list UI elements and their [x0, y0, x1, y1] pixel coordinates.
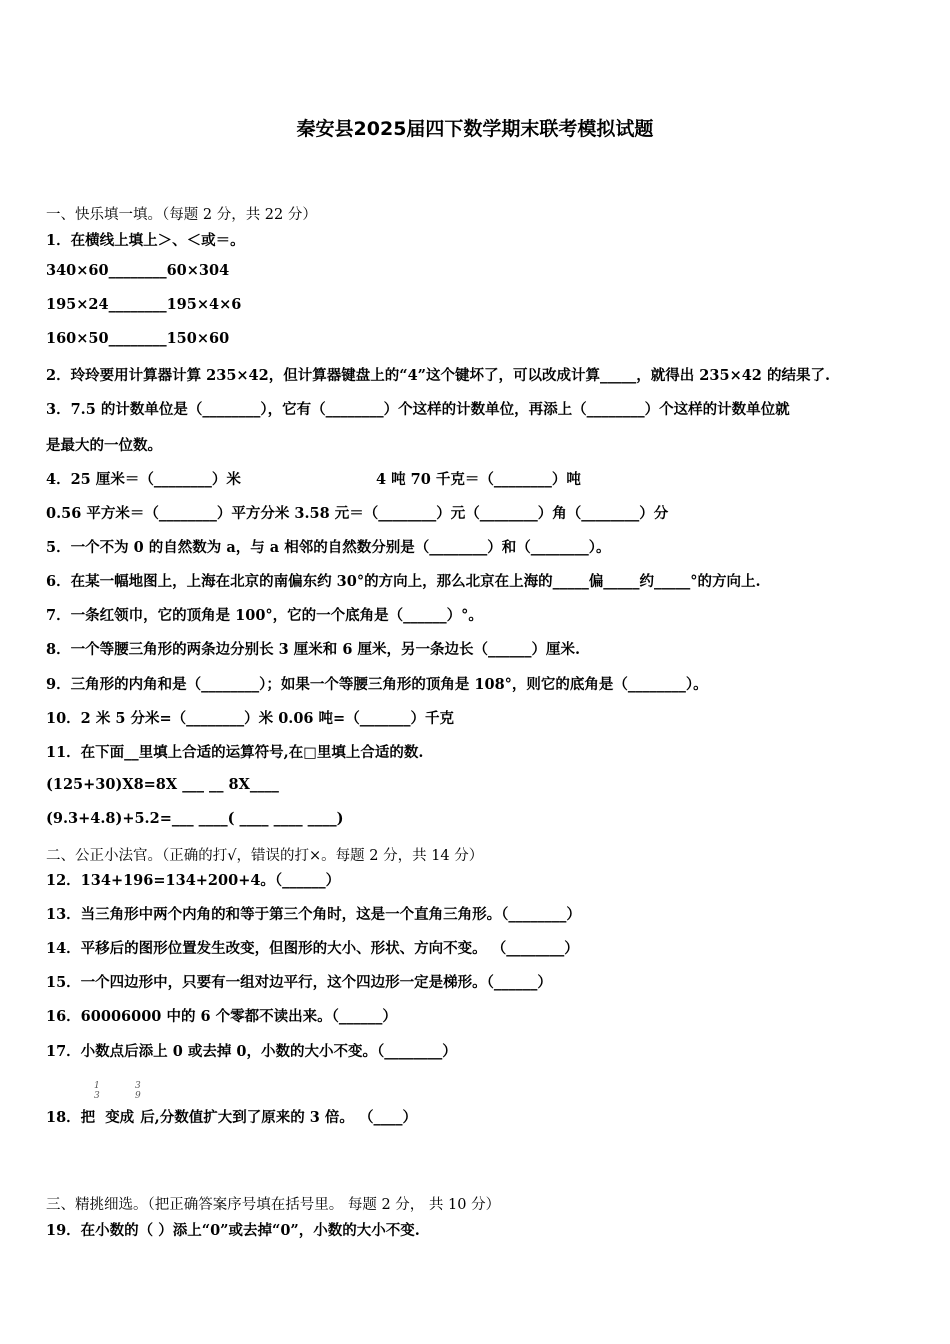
question-13: 13．当三角形中两个内角的和等于第三个角时，这是一个直角三角形。（________） [46, 906, 581, 923]
fraction-one-third [94, 1081, 100, 1101]
question-11: 11．在下面__里填上合适的运算符号,在□里填上合适的数. [46, 744, 424, 761]
question-4-left: 4．25 厘米＝（________）米 [46, 471, 241, 488]
question-4-line-2: 0.56 平方米＝（________）平方分米 3.58 元＝（________）元（________）角（________）分 [46, 505, 669, 522]
question-11b: (9.3+4.8)+5.2=___ ____( ____ ____ ____) [46, 810, 344, 827]
question-7: 7．一条红领巾，它的顶角是 100°，它的一个底角是（______）°。 [46, 607, 483, 624]
question-1: 1．在横线上填上＞、＜或＝。 [46, 232, 245, 249]
question-18 [46, 1106, 417, 1127]
question-12: 12．134+196=134+200+4。（______） [46, 872, 341, 889]
section-3-heading: 三、精挑细选。（把正确答案序号填在括号里。 每题 2 分， 共 10 分） [46, 1197, 501, 1213]
question-14: 14．平移后的图形位置发生改变，但图形的大小、形状、方向不变。 （________） [46, 940, 579, 957]
question-15: 15．一个四边形中，只要有一组对边平行，这个四边形一定是梯形。（______） [46, 974, 552, 991]
question-16: 16．60006000 中的 6 个零都不读出来。（______） [46, 1008, 397, 1025]
question-1a: 340×60________60×304 [46, 262, 230, 279]
question-18-prefix: 18．把 [46, 1109, 96, 1126]
question-1b: 195×24________195×4×6 [46, 296, 242, 313]
fraction-1-numerator: 1 [94, 1081, 100, 1091]
page-title: 秦安县2025届四下数学期末联考模拟试题 [296, 118, 654, 140]
question-4-line-1 [46, 468, 581, 489]
section-1-heading: 一、快乐填一填。（每题 2 分，共 22 分） [46, 207, 317, 223]
question-10: 10．2 米 5 分米=（________）米 0.06 吨=（_______）千克 [46, 710, 454, 727]
question-8: 8．一个等腰三角形的两条边分别长 3 厘米和 6 厘米，另一条边长（______）厘米. [46, 641, 581, 658]
question-3-line-1: 3．7.5 的计数单位是（________），它有（________）个这样的计数单位，再添上（________）个这样的计数单位就 [46, 401, 790, 418]
question-3-line-2: 是最大的一位数。 [46, 437, 162, 454]
question-9: 9．三角形的内角和是（________）；如果一个等腰三角形的顶角是 108°，则它的底角是（________）。 [46, 676, 708, 693]
question-11a: (125+30)X8=8X ___ __ 8X____ [46, 776, 279, 793]
fraction-2-numerator: 3 [135, 1081, 141, 1091]
fraction-2-denominator: 9 [135, 1091, 141, 1101]
question-18-mid: 变成 [105, 1109, 135, 1126]
question-1c: 160×50________150×60 [46, 330, 230, 347]
question-6: 6．在某一幅地图上，上海在北京的南偏东约 30°的方向上，那么北京在上海的_____偏_____约_____°的方向上. [46, 573, 761, 590]
question-17: 17．小数点后添上 0 或去掉 0，小数的大小不变。（________） [46, 1043, 457, 1060]
fraction-1-denominator: 3 [94, 1091, 100, 1101]
question-4-right: 4 吨 70 千克＝（________）吨 [376, 471, 581, 488]
question-2: 2．玲玲要用计算器计算 235×42，但计算器键盘上的“4”这个键坏了，可以改成计算_____，就得出 235×42 的结果了. [46, 367, 830, 384]
fraction-three-ninths [135, 1081, 141, 1101]
question-5: 5．一个不为 0 的自然数为 a，与 a 相邻的自然数分别是（________）和（________）。 [46, 539, 611, 556]
section-2-heading: 二、公正小法官。（正确的打√，错误的打×。每题 2 分，共 14 分） [46, 848, 484, 864]
question-18-suffix: 后,分数值扩大到了原来的 3 倍。 （____） [140, 1109, 417, 1126]
question-19: 19．在小数的（ ）添上“0”或去掉“0”，小数的大小不变. [46, 1222, 420, 1239]
